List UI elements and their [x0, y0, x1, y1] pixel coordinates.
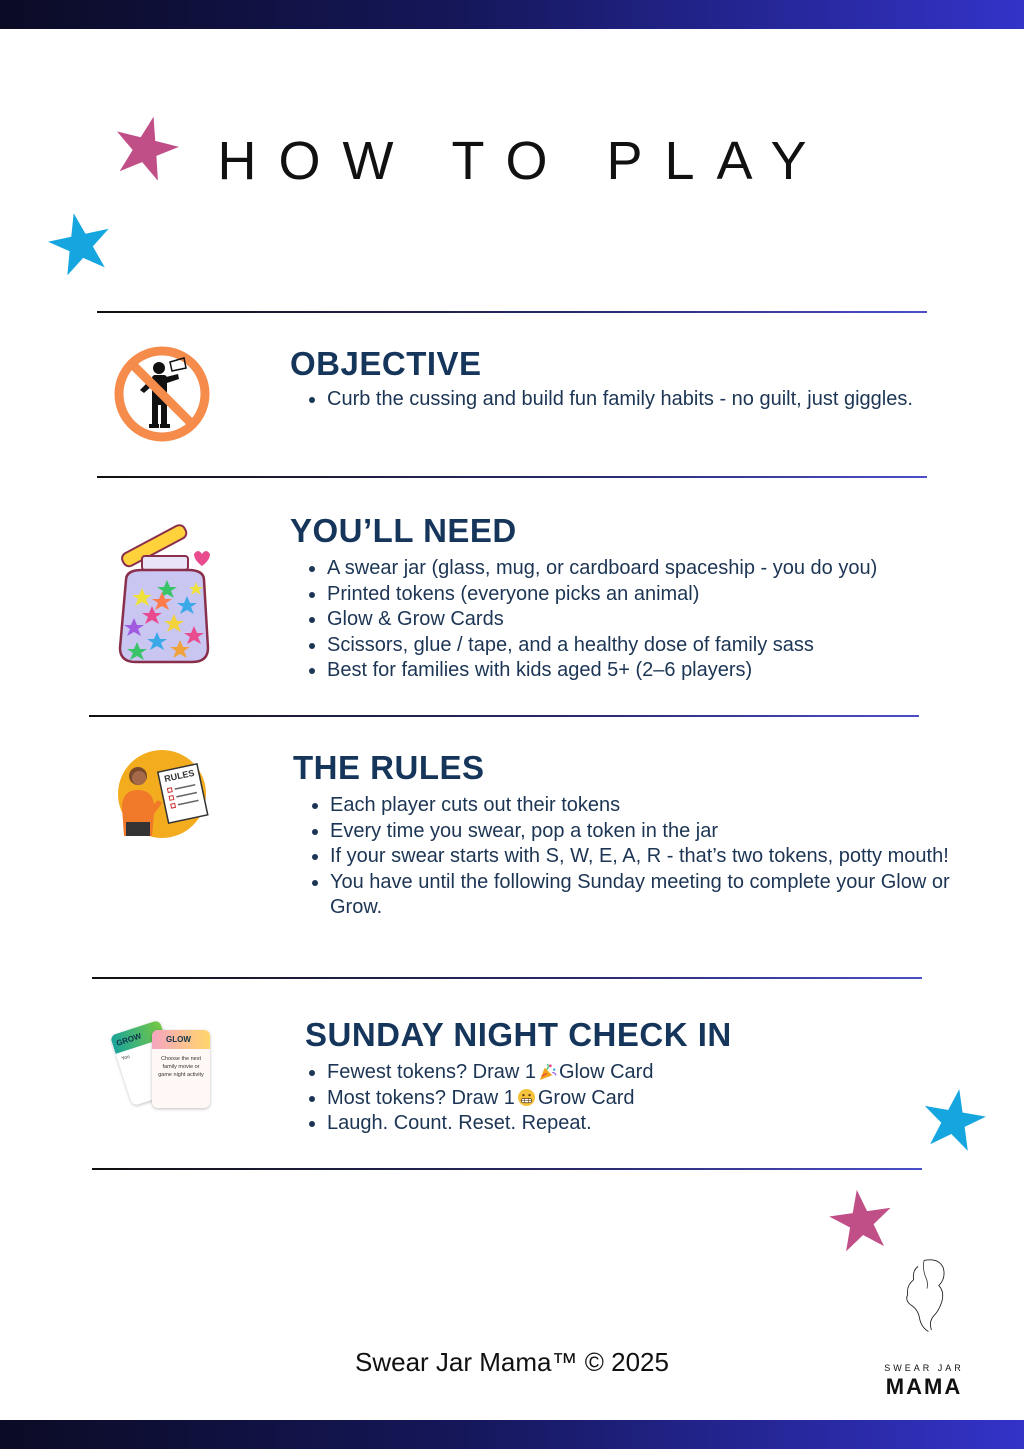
- brand-tagline: SWEAR JAR: [884, 1363, 964, 1373]
- list-item: • Scissors, glue / tape, and a healthy dose of family sass: [327, 633, 967, 659]
- section-title-objective: OBJECTIVE: [290, 345, 482, 382]
- list-item: • Every time you swear, pop a token in the jar: [330, 819, 960, 845]
- glow-grow-cards-icon: [116, 1018, 216, 1114]
- list-item: [327, 1060, 947, 1086]
- woman-silhouette-logo-icon: [878, 1256, 970, 1364]
- youll-need-list: [289, 556, 967, 684]
- grow-card-text: You: [120, 1053, 131, 1063]
- grow-card-label: GROW: [110, 1020, 165, 1054]
- list-item: • Printed tokens (everyone picks an animal): [327, 582, 967, 608]
- list-item-text: Fewest tokens? Draw 1: [327, 1061, 536, 1083]
- divider: [89, 715, 919, 717]
- footer-copyright: Swear Jar Mama™ © 2025: [355, 1347, 669, 1377]
- list-item: • A swear jar (glass, mug, or cardboard spaceship - you do you): [327, 556, 967, 582]
- glow-card-text: Choose the next family movie or game night activity: [158, 1056, 204, 1078]
- divider: [97, 476, 927, 478]
- swear-jar-icon: [112, 518, 216, 666]
- list-item-text: Laugh. Count. Reset. Repeat.: [327, 1112, 592, 1134]
- party-popper-icon: [538, 1062, 557, 1081]
- objective-list: [289, 387, 927, 413]
- svg-text:RULES: RULES: [163, 767, 196, 784]
- divider: [92, 977, 922, 979]
- bottom-gradient-band: [0, 1420, 1024, 1449]
- section-title-sunday-night-check-in: SUNDAY NIGHT CHECK IN: [305, 1016, 732, 1053]
- list-item: • If your swear starts with S, W, E, A, R - that’s two tokens, potty mouth!: [330, 844, 960, 870]
- section-title-the-rules: THE RULES: [293, 749, 485, 786]
- list-item: • Curb the cussing and build fun family habits - no guilt, just giggles.: [327, 387, 927, 413]
- top-gradient-band: [0, 0, 1024, 29]
- list-item-text: Grow Card: [537, 1086, 635, 1109]
- page-title: HOW TO PLAY: [217, 131, 829, 191]
- list-item: • Each player cuts out their tokens: [330, 793, 960, 819]
- pink-star-icon: [827, 1187, 895, 1253]
- list-item-text: Most tokens? Draw 1: [327, 1086, 515, 1109]
- no-swearing-icon: [112, 344, 212, 444]
- sunday-check-in-list: [289, 1060, 947, 1137]
- list-item: • Glow & Grow Cards: [327, 607, 967, 633]
- glow-card-label: GLOW: [152, 1030, 210, 1049]
- brand-name: MAMA: [885, 1374, 963, 1399]
- divider: [92, 1168, 922, 1170]
- grimacing-face-icon: [517, 1088, 536, 1107]
- list-item: • You have until the following Sunday meeting to complete your Glow or Grow.: [330, 870, 960, 921]
- rules-board-icon: [112, 748, 212, 840]
- blue-star-icon: [46, 210, 114, 276]
- pink-star-icon: [110, 113, 182, 181]
- rules-list: [292, 793, 960, 921]
- list-item: [327, 1086, 947, 1112]
- divider: [97, 311, 927, 313]
- section-title-youll-need: YOU’LL NEED: [290, 512, 517, 549]
- list-item: [327, 1111, 947, 1137]
- list-item: • Best for families with kids aged 5+ (2–6 players): [327, 658, 967, 684]
- glow-card: [152, 1030, 210, 1108]
- list-item-text: Glow Card: [558, 1061, 654, 1083]
